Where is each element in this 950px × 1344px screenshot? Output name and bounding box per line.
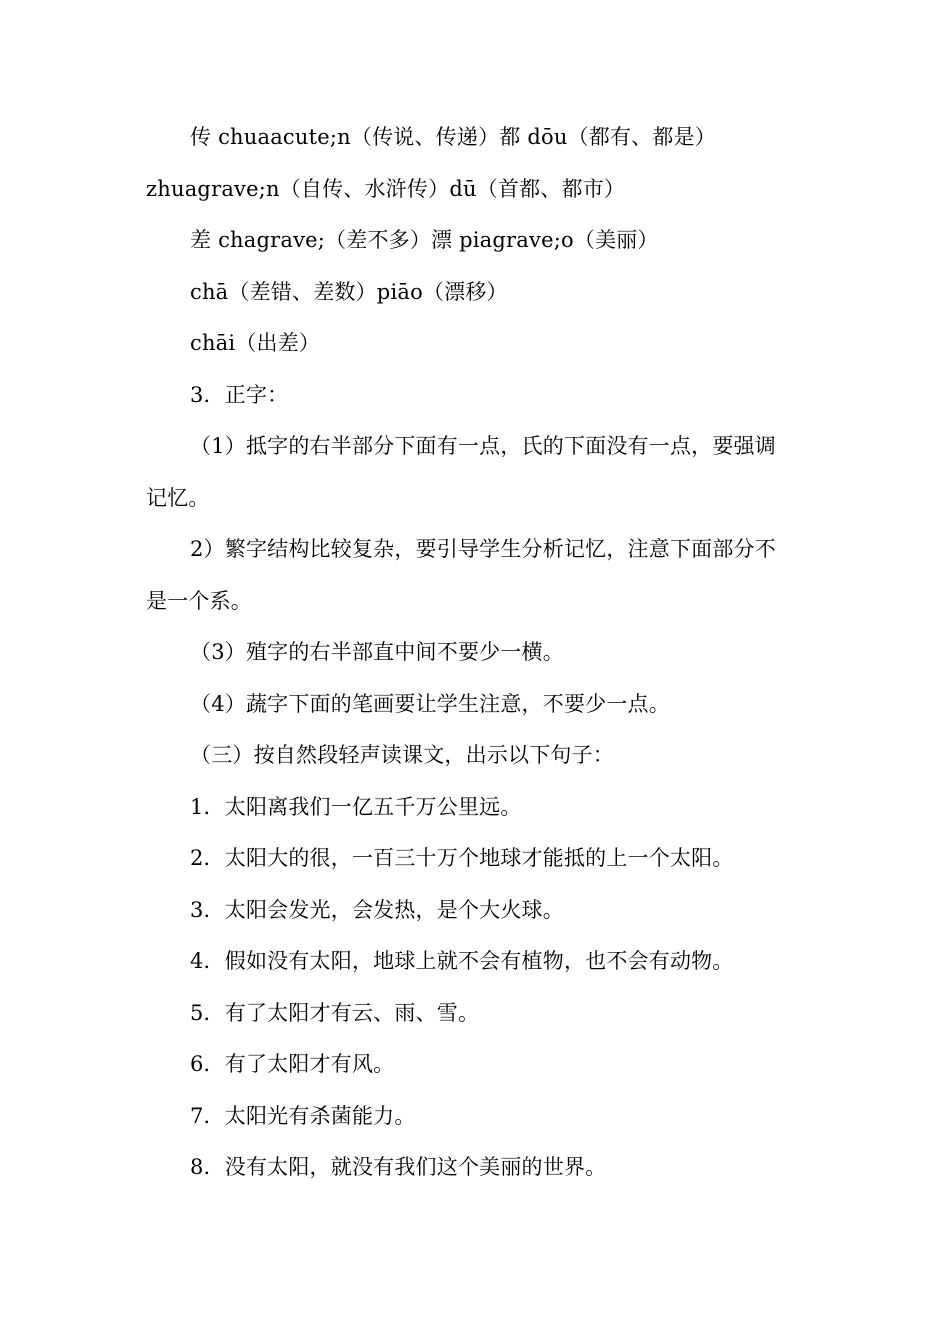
pinyin-line-3: 差 chagrave;（差不多）漂 piagrave;o（美丽） <box>190 228 659 252</box>
paragraph-1-line-2: 记忆。 <box>146 485 210 510</box>
document-body <box>146 112 808 1194</box>
section-heading-reading: （三）按自然段轻声读课文，出示以下句子： <box>190 743 614 767</box>
pinyin-line-2: zhuagrave;n（自传、水浒传）dū（首都、都市） <box>146 176 626 201</box>
sentence-3: 3．太阳会发光，会发热，是个大火球。 <box>190 897 564 922</box>
paragraph-4: （4）蔬字下面的笔画要让学生注意，不要少一点。 <box>190 691 670 716</box>
pinyin-line-5: chāi（出差） <box>190 331 321 355</box>
sentence-2: 2．太阳大的很，一百三十万个地球才能抵的上一个太阳。 <box>190 846 734 870</box>
paragraph-1-line-1: （1）抵字的右半部分下面有一点，氏的下面没有一点，要强调 <box>190 434 776 458</box>
sentence-5: 5．有了太阳才有云、雨、雪。 <box>190 1000 480 1025</box>
paragraph-2-line-2: 是一个系。 <box>146 588 252 613</box>
sentence-7: 7．太阳光有杀菌能力。 <box>190 1103 416 1128</box>
sentence-4: 4．假如没有太阳，地球上就不会有植物，也不会有动物。 <box>190 949 734 973</box>
pinyin-line-4: chā（差错、差数）piāo（漂移） <box>190 279 508 304</box>
sentence-8: 8．没有太阳，就没有我们这个美丽的世界。 <box>190 1155 607 1179</box>
pinyin-line-1: 传 chuaacute;n（传说、传递）都 dōu（都有、都是） <box>190 125 716 149</box>
paragraph-3: （3）殖字的右半部直中间不要少一横。 <box>190 640 564 664</box>
sentence-6: 6．有了太阳才有风。 <box>190 1052 395 1076</box>
paragraph-2-line-1: 2）繁字结构比较复杂，要引导学生分析记忆，注意下面部分不 <box>190 537 776 561</box>
sentence-1: 1．太阳离我们一亿五千万公里远。 <box>190 794 522 819</box>
section-heading-zhengzi: 3．正字： <box>190 382 289 407</box>
